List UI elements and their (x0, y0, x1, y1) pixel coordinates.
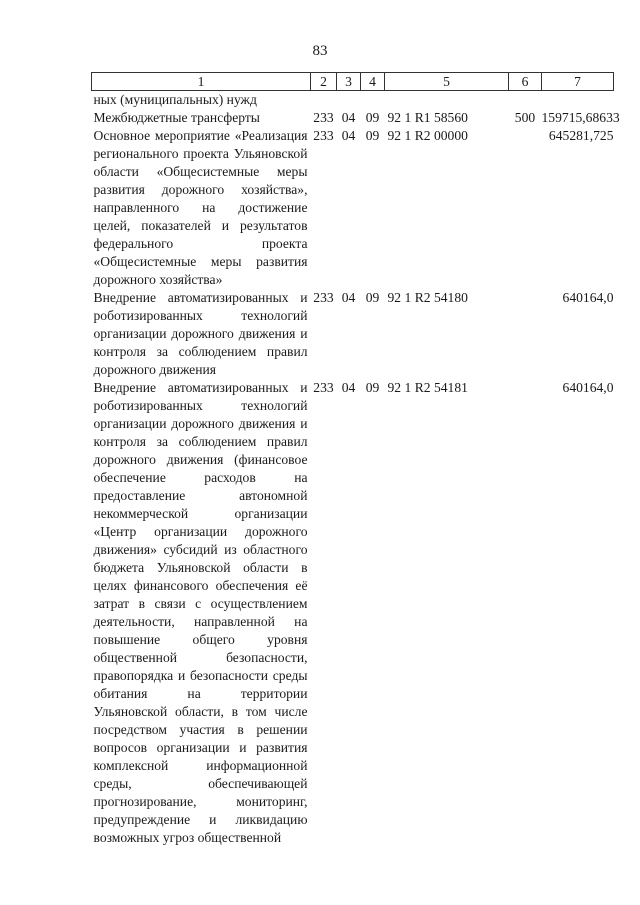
amount (542, 91, 614, 110)
section-code: 04 (341, 380, 356, 395)
table-row (92, 91, 614, 110)
target-article-code: 92 1 R2 54181 (387, 380, 468, 395)
target-article-code (385, 91, 509, 110)
column-header: 4 (361, 73, 385, 91)
subsection-code (361, 91, 385, 110)
expense-type-code (509, 91, 542, 110)
row-name: Основное мероприятие «Реализация регионального проекта Ульяновской области «Общесистемные меры развития дорожного хозяйства», направленного на достижение целей, показателей и результатов федерального проекта «Общесистемные меры развития дорожного хозяйства» (93, 128, 308, 287)
amount: 645281,725 (548, 128, 614, 143)
ministry-code: 233 (313, 380, 334, 395)
amount: 640164,0 (562, 380, 614, 395)
subsection-code: 09 (365, 110, 380, 125)
amount: 159715,68633 (541, 110, 620, 125)
column-header: 1 (92, 73, 311, 91)
column-header: 2 (311, 73, 337, 91)
column-header: 3 (337, 73, 361, 91)
table-row (92, 379, 614, 847)
ministry-code (311, 91, 337, 110)
expense-type-code (509, 289, 542, 379)
ministry-code: 233 (313, 128, 334, 143)
budget-table (91, 72, 620, 847)
section-code (337, 91, 361, 110)
section-code: 04 (341, 128, 356, 143)
subsection-code: 09 (365, 380, 380, 395)
subsection-code: 09 (365, 290, 380, 305)
section-code: 04 (341, 290, 356, 305)
subsection-code: 09 (365, 128, 380, 143)
expense-type-code (509, 379, 542, 847)
row-name: Внедрение автоматизированных и роботизированных технологий организации дорожного движения и контроля за соблюдением правил дорожного движения (93, 290, 308, 377)
table-row (92, 109, 614, 127)
table-header-row (92, 73, 614, 91)
target-article-code: 92 1 R1 58560 (387, 110, 468, 125)
column-header: 5 (385, 73, 509, 91)
expense-type-code (509, 127, 542, 289)
expense-type-code: 500 (514, 110, 536, 125)
section-code: 04 (341, 110, 356, 125)
page-number: 83 (312, 43, 328, 59)
table-row (92, 289, 614, 379)
row-name: Межбюджетные трансферты (93, 110, 260, 125)
ministry-code: 233 (313, 290, 334, 305)
row-name: ных (муниципальных) нужд (93, 92, 257, 107)
amount: 640164,0 (562, 290, 614, 305)
target-article-code: 92 1 R2 00000 (387, 128, 468, 143)
ministry-code: 233 (313, 110, 334, 125)
target-article-code: 92 1 R2 54180 (387, 290, 468, 305)
column-header: 7 (542, 73, 614, 91)
row-name: Внедрение автоматизированных и роботизированных технологий организации дорожного движения и контроля за соблюдением правил дорожного движения (финансовое обеспечение расходов на предоставление автономной некоммерческой организации «Центр организации дорожного движения» субсидий из областного бюджета Ульяновской области в целях финансового обеспечения её затрат в связи с осуществлением деятельности, направленной на повышение общего уровня общественной безопасности, правопорядка и безопасности среды обитания на территории Ульяновской области, в том числе посредством участия в решении вопросов организации и развития комплексной информационной среды, обеспечивающей прогнозирование, мониторинг, предупреждение и ликвидацию возможных угроз общественной (93, 380, 308, 845)
table-row (92, 127, 614, 289)
column-header: 6 (509, 73, 542, 91)
